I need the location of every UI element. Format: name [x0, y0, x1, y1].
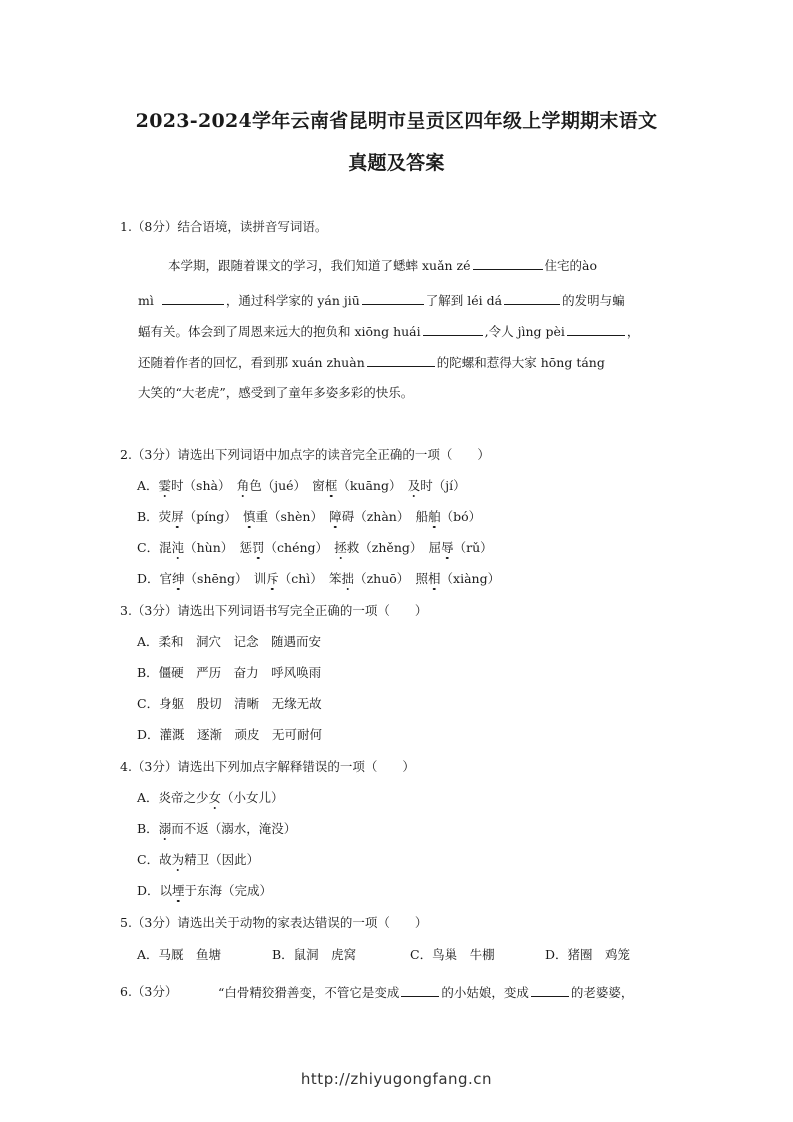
q1-para-line1: 本学期，跟随着课文的学习，我们知道了蟋蟀 xuǎn zé 住宅的ào [168, 258, 598, 273]
answer-blank[interactable] [567, 323, 625, 336]
q2-heading: 2.（3分）请选出下列词语中加点字的读音完全正确的一项（ ） [120, 447, 490, 462]
q1-para-line3: 蝠有关。体会到了周恩来远大的抱负和 xiōng huái ,令人 jìng pèi ， [138, 324, 640, 339]
q4-option-a[interactable]: A．炎帝之少女（小女儿） [137, 790, 284, 805]
q2-option-b[interactable]: B．荧屏（píng） 慎重（shèn） 障碍（zhàn） 船舶（bó） [137, 509, 482, 524]
answer-blank[interactable] [423, 323, 483, 336]
doc-title-line1: 2023-2024学年云南省昆明市呈贡区四年级上学期期末语文 [135, 110, 658, 132]
q3-option-d[interactable]: D．灌溉 逐渐 顽皮 无可耐何 [137, 727, 323, 742]
q4-option-d[interactable]: D．以堙于东海（完成） [137, 883, 273, 898]
q5-heading: 5.（3分）请选出关于动物的家表达错误的一项（ ） [120, 915, 428, 930]
footer-url[interactable]: http://zhiyugongfang.cn [300, 1070, 493, 1088]
q4-option-c[interactable]: C．故为精卫（因此） [137, 852, 260, 867]
q4-heading: 4.（3分）请选出下列加点字解释错误的一项（ ） [120, 759, 415, 774]
q3-option-b[interactable]: B．僵硬 严历 奋力 呼风唤雨 [137, 665, 322, 680]
q3-option-a[interactable]: A．柔和 洞穴 记念 随遇而安 [137, 634, 322, 649]
doc-title-line2: 真题及答案 [348, 152, 445, 174]
answer-blank[interactable] [367, 354, 435, 367]
q5-option-d[interactable]: D．猪圈 鸡笼 [545, 947, 631, 962]
q2-option-a[interactable]: A．霎时（shà） 角色（jué） 窗框（kuāng） 及时（jí） [137, 478, 466, 493]
answer-blank[interactable] [473, 257, 543, 270]
answer-blank[interactable] [401, 984, 439, 997]
q3-heading: 3.（3分）请选出下列词语书写完全正确的一项（ ） [120, 603, 428, 618]
q4-option-b[interactable]: B．溺而不返（溺水，淹没） [137, 821, 297, 836]
answer-blank[interactable] [531, 984, 569, 997]
q3-option-c[interactable]: C．身躯 殷切 清晰 无缘无故 [137, 696, 322, 711]
answer-blank[interactable] [504, 292, 560, 305]
q5-option-c[interactable]: C．鸟巢 牛棚 [410, 947, 495, 962]
q1-heading: 1.（8分）结合语境，读拼音写词语。 [120, 219, 328, 234]
q2-option-d[interactable]: D．官绅（shēng） 训斥（chì） 笨拙（zhuō） 照相（xiàng） [137, 571, 501, 586]
q5-option-b[interactable]: B．鼠洞 虎窝 [272, 947, 357, 962]
q1-para-line4: 还随着作者的回忆，看到那 xuán zhuàn 的陀螺和惹得大家 hōng táng [138, 355, 605, 370]
q2-option-c[interactable]: C．混沌（hùn） 惩罚（chéng） 拯救（zhěng） 屈辱（rǔ） [137, 540, 493, 555]
answer-blank[interactable] [362, 292, 424, 305]
q5-option-a[interactable]: A．马厩 鱼塘 [137, 947, 222, 962]
q6-heading: 6.（3分） [120, 984, 178, 999]
q1-para-line2: mì ，通过科学家的 yán jiū 了解到 léi dá 的发明与蝙 [138, 293, 625, 308]
q6-text: “白骨精狡猾善变，不管它是变成 的小姑娘，变成 的老婆婆， [218, 985, 634, 1000]
answer-blank[interactable] [162, 292, 224, 305]
q1-para-line5: 大笑的“大老虎”，感受到了童年多姿多彩的快乐。 [138, 385, 414, 400]
